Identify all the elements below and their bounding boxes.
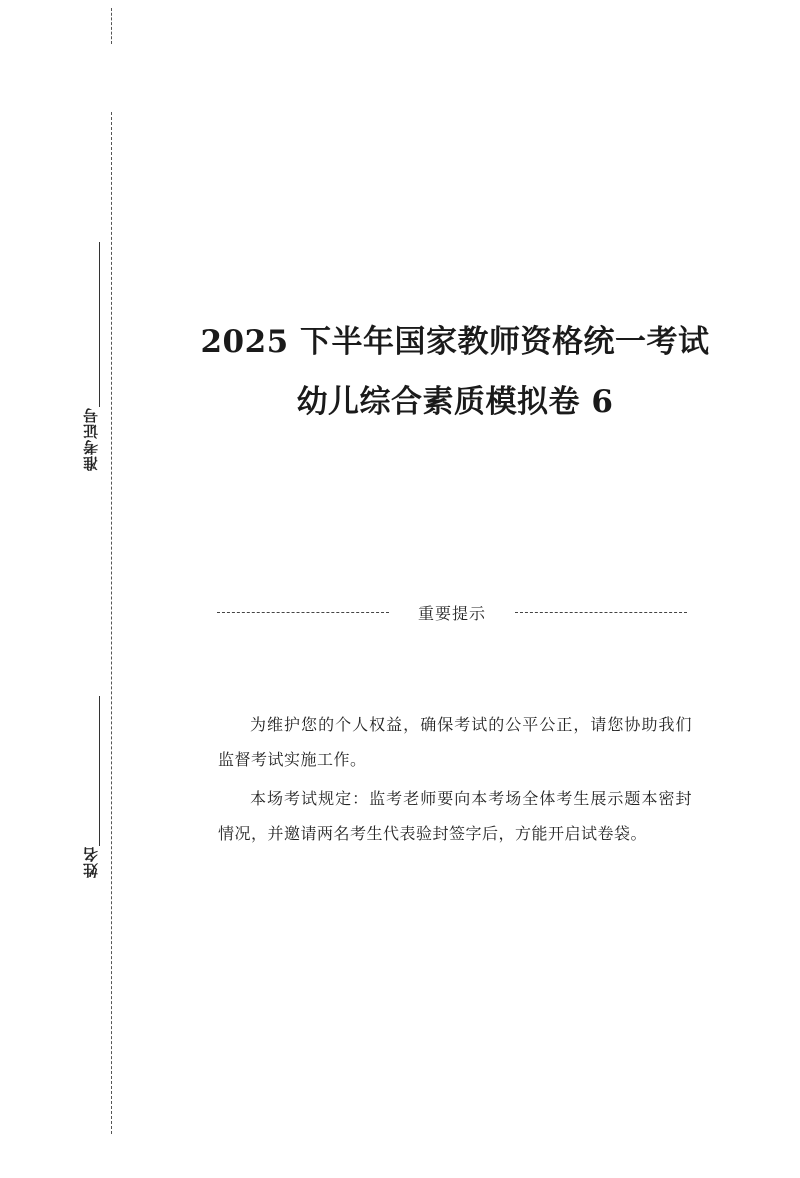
name-label: 姓名 [81,846,100,878]
exam-title-line1: 2025 下半年国家教师资格统一考试 [200,324,710,360]
notice-body [218,707,692,855]
notice-title: 重要提示 [417,603,486,623]
seal-line-top [111,8,112,44]
exam-title-line2: 幼儿综合素质模拟卷 6 [296,384,614,420]
name-blank-line [99,696,100,846]
notice-heading [217,598,687,626]
exam-id-label: 准考证号 [81,407,100,471]
dashed-rule-left [217,612,389,613]
exam-id-field [70,242,110,471]
exam-id-blank-line [99,242,100,407]
name-field [70,696,110,878]
seal-line [111,112,112,1134]
dashed-rule-right [515,612,687,613]
notice-paragraph: 本场考试规定：监考老师要向本考场全体考生展示题本密封情况，并邀请两名考生代表验封签字后，方能开启试卷袋。 [218,789,692,843]
notice-paragraph: 为维护您的个人权益，确保考试的公平公正，请您协助我们监督考试实施工作。 [218,715,692,769]
